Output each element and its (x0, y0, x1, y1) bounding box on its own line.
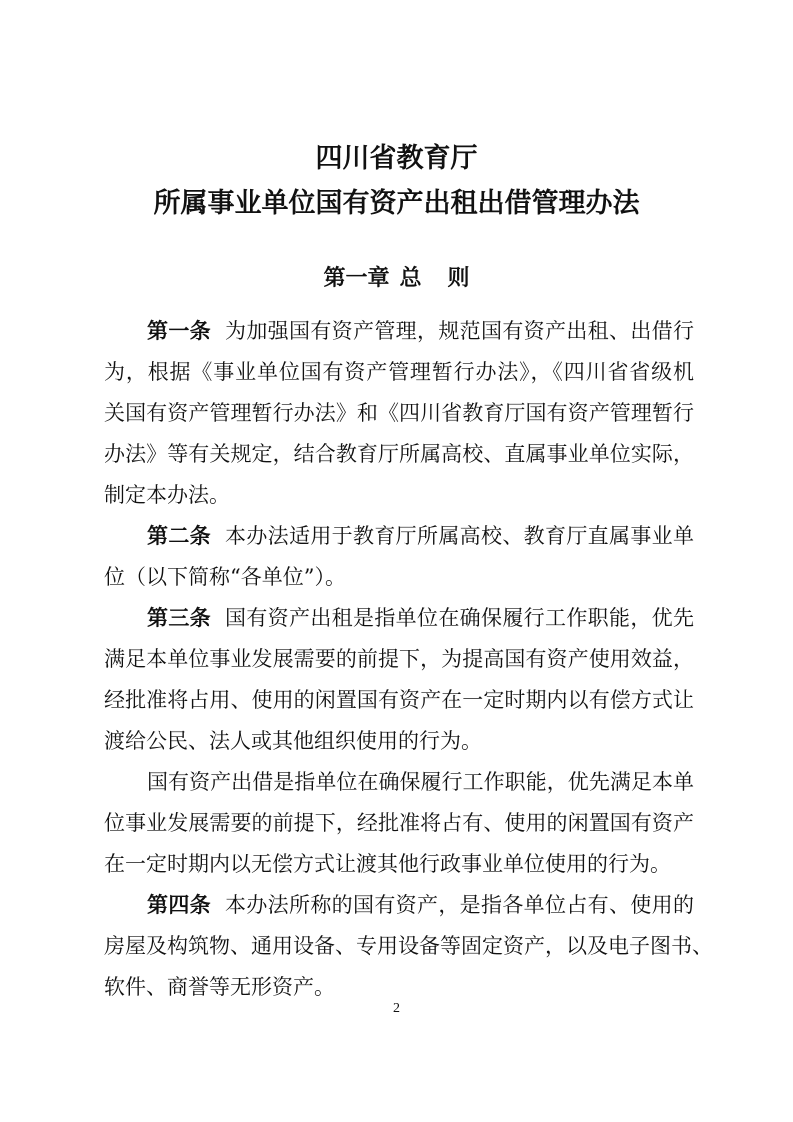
page-number: 2 (393, 1001, 400, 1016)
article-4-line-3: 软件、商誉等无形资产。 (104, 975, 335, 999)
article-2-text-1: 本办法适用于教育厅所属高校、教育厅直属事业单 (225, 524, 694, 548)
chapter-name-part1: 总 (399, 266, 422, 291)
document-title-line2: 所属事业单位国有资产出租出借管理办法 (153, 188, 640, 219)
article-2-line-2: 位（以下简称“各单位”）。 (104, 565, 346, 589)
article-2-line-1 (147, 516, 694, 556)
article-1-line-4: 办法》等有关规定，结合教育厅所属高校、直属事业单位实际， (104, 442, 694, 466)
article-3-line-4: 渡给公民、法人或其他组织使用的行为。 (104, 729, 482, 753)
article-1-line-3: 关国有资产管理暂行办法》和《四川省教育厅国有资产管理暂行 (104, 401, 694, 425)
article-1-text-1: 为加强国有资产管理，规范国有资产出租、出借行 (225, 319, 694, 343)
article-4-text-1: 本办法所称的国有资产，是指各单位占有、使用的 (225, 893, 694, 917)
article-3-line-2: 满足本单位事业发展需要的前提下，为提高国有资产使用效益， (104, 647, 694, 671)
article-3-label: 第三条 (147, 606, 211, 630)
article-4-label: 第四条 (147, 893, 211, 917)
chapter-name-part2: 则 (447, 266, 470, 291)
article-3-para2-line-2: 位事业发展需要的前提下，经批准将占有、使用的闲置国有资产 (104, 811, 694, 835)
article-3-para2-line-1: 国有资产出借是指单位在确保履行工作职能，优先满足本单 (147, 770, 694, 794)
chapter-heading (0, 264, 793, 294)
article-3-line-3: 经批准将占用、使用的闲置国有资产在一定时期内以有偿方式让 (104, 688, 694, 712)
article-1-line-1 (147, 311, 694, 351)
article-1-line-2: 为，根据《事业单位国有资产管理暂行办法》，《四川省省级机 (104, 360, 694, 384)
article-1-line-5: 制定本办法。 (104, 483, 230, 507)
article-4-line-1 (147, 885, 694, 925)
article-4-line-2: 房屋及构筑物、通用设备、专用设备等固定资产，以及电子图书、 (104, 934, 713, 958)
article-2-label: 第二条 (147, 524, 211, 548)
article-3-text-1: 国有资产出租是指单位在确保履行工作职能，优先 (225, 606, 694, 630)
article-3-para2-line-3: 在一定时期内以无偿方式让渡其他行政事业单位使用的行为。 (104, 852, 671, 876)
article-1-label: 第一条 (147, 319, 211, 343)
document-title-line1: 四川省教育厅 (315, 143, 478, 174)
chapter-number: 第一章 (323, 266, 390, 291)
article-3-line-1 (147, 598, 694, 638)
